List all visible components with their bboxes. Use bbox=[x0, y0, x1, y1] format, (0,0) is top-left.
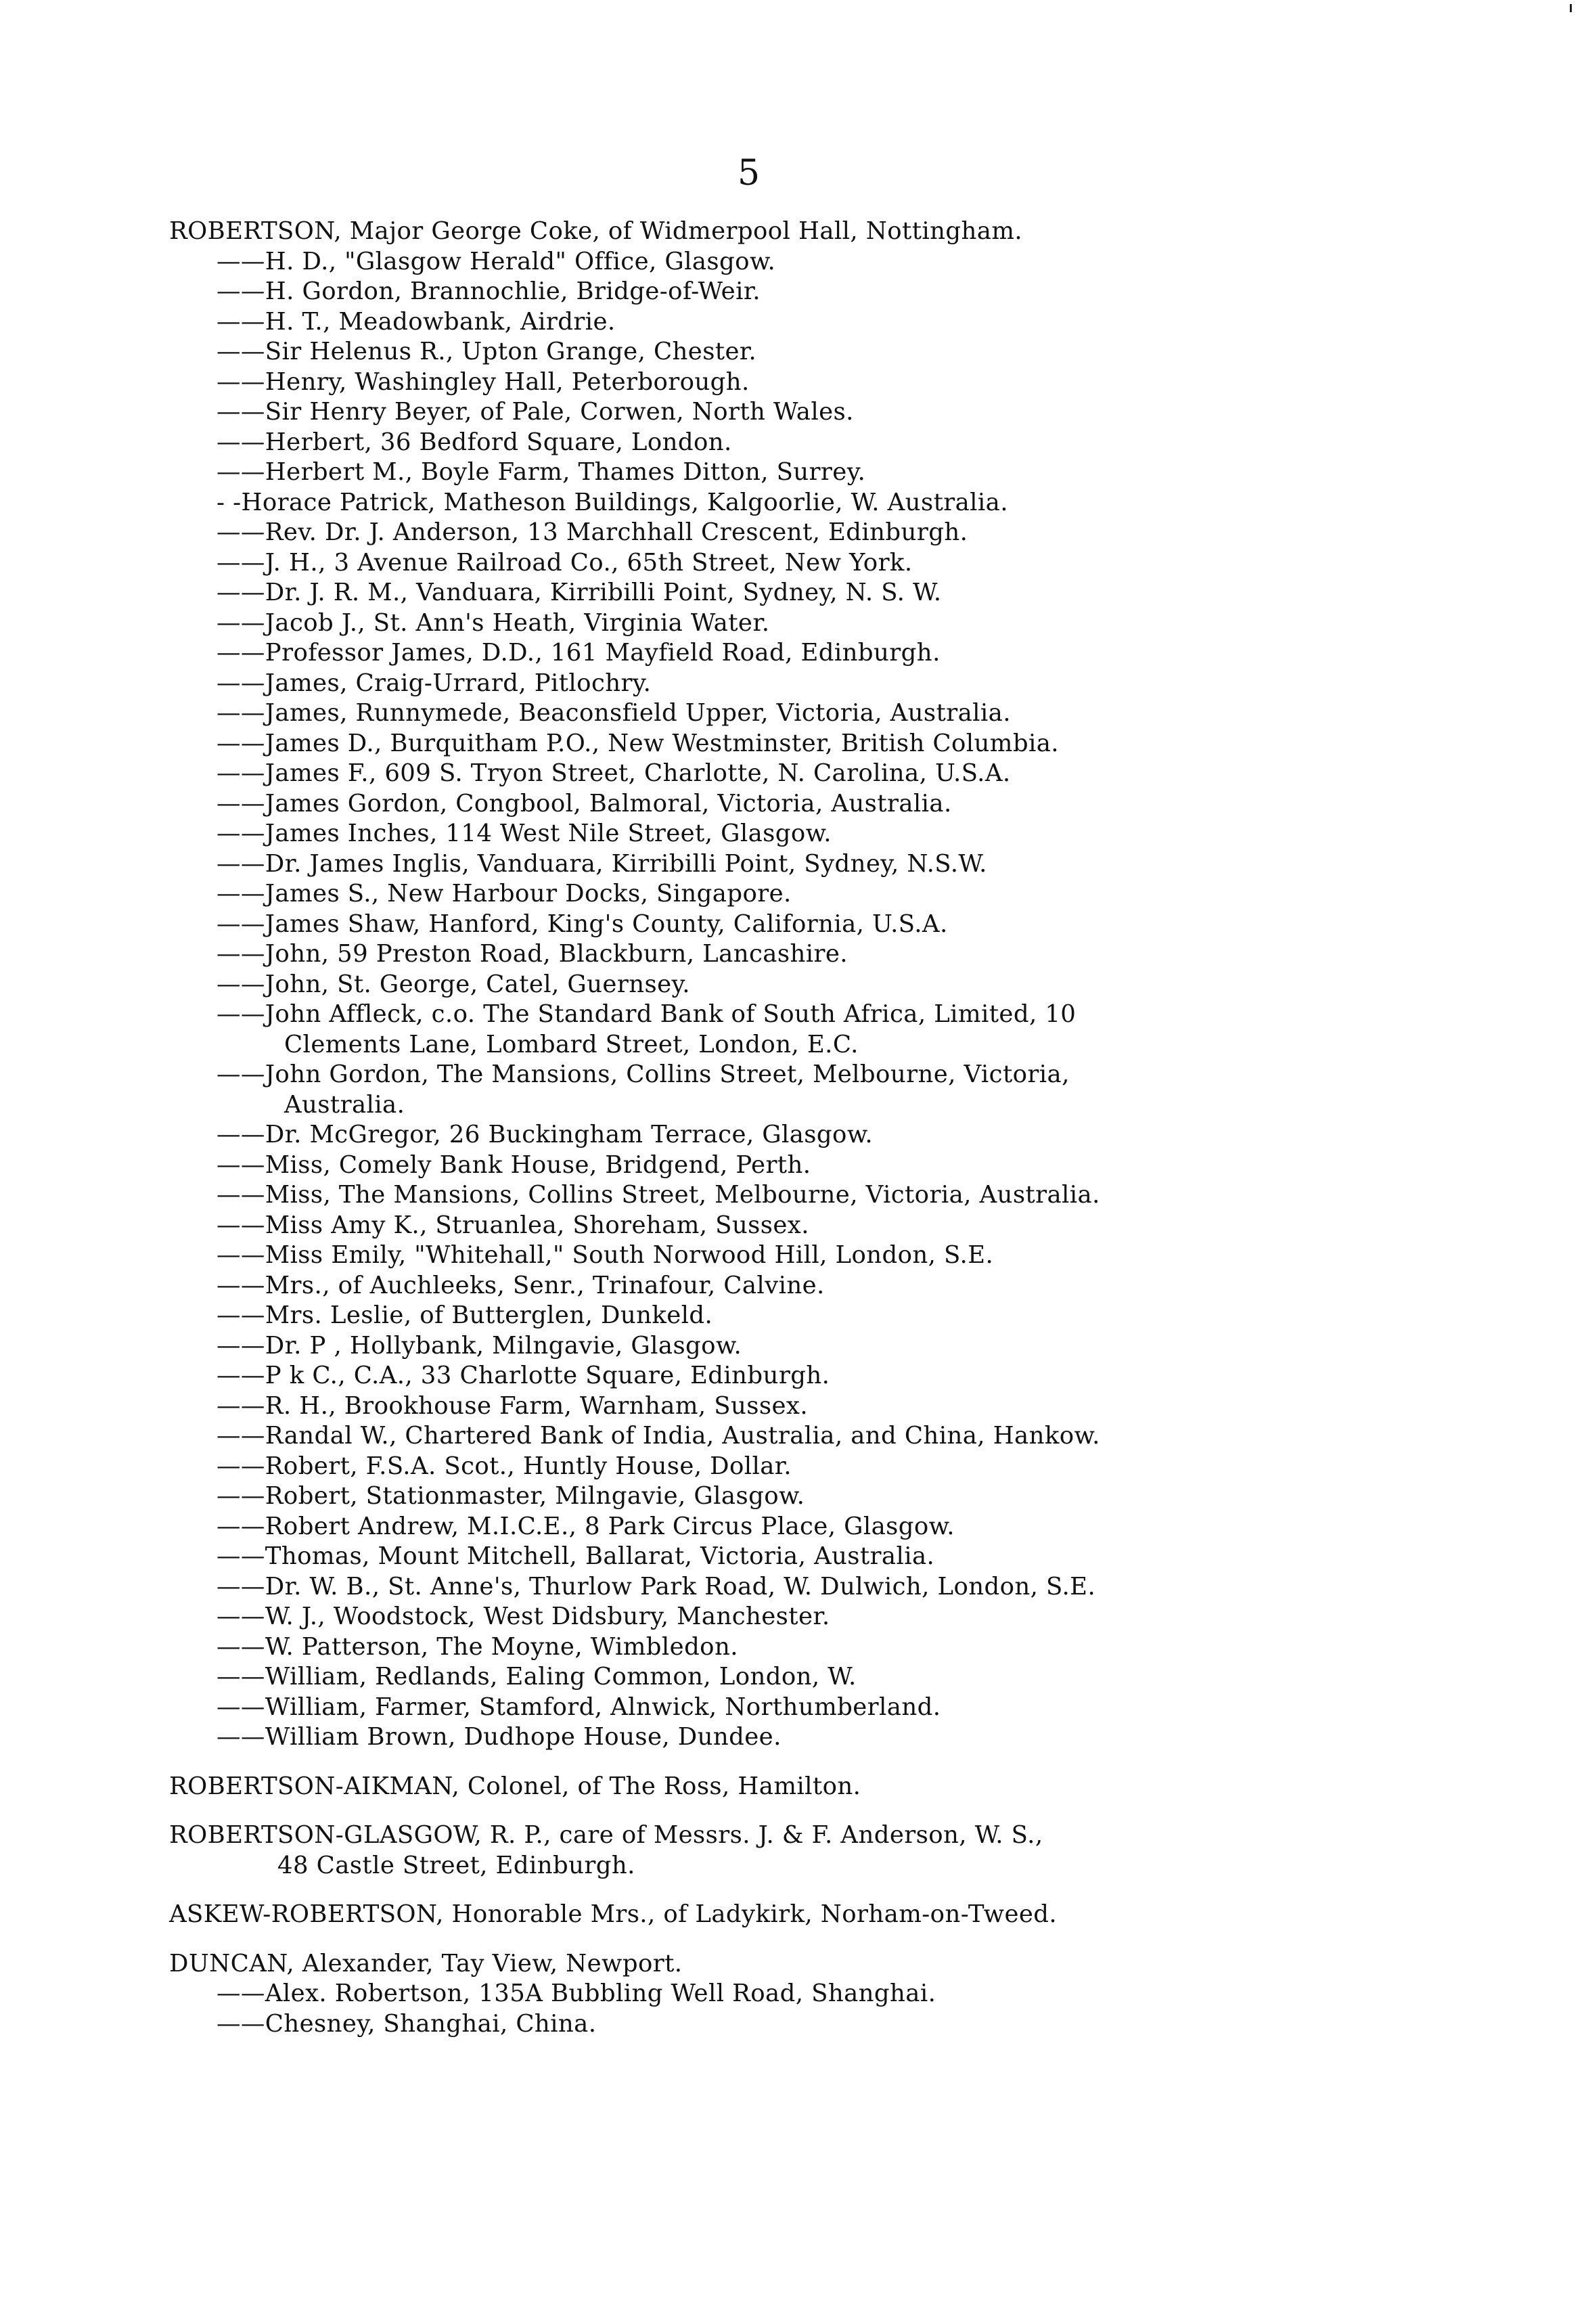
surname-heading: DUNCAN, Alexander, Tay View, Newport. bbox=[169, 1949, 683, 1977]
directory-entry: ——John, 59 Preston Road, Blackburn, Lancashire. bbox=[217, 940, 848, 968]
directory-entry: ——James Inches, 114 West Nile Street, Glasgow. bbox=[217, 820, 832, 847]
directory-entry: ——W. Patterson, The Moyne, Wimbledon. bbox=[217, 1632, 738, 1661]
directory-entry: ——James, Craig-Urrard, Pitlochry. bbox=[217, 669, 652, 697]
directory-entry: ——Alex. Robertson, 135A Bubbling Well Road, Shanghai. bbox=[217, 1980, 936, 2007]
entry-continuation: Clements Lane, Lombard Street, London, E.C. bbox=[284, 1030, 859, 1058]
directory-entry: ——Miss Emily, "Whitehall," South Norwood Hill, London, S.E. bbox=[217, 1241, 994, 1269]
directory-entry: ——Henry, Washingley Hall, Peterborough. bbox=[217, 367, 750, 396]
directory-entry: ——Sir Henry Beyer, of Pale, Corwen, North Wales. bbox=[217, 398, 854, 426]
directory-entry: ——James F., 609 S. Tryon Street, Charlotte, N. Carolina, U.S.A. bbox=[217, 759, 1011, 787]
directory-entry: ——Randal W., Chartered Bank of India, Australia, and China, Hankow. bbox=[217, 1422, 1100, 1450]
directory-entry: ——Dr. W. B., St. Anne's, Thurlow Park Road, W. Dulwich, London, S.E. bbox=[217, 1572, 1096, 1601]
group-spacer bbox=[169, 1881, 1347, 1900]
directory-entry: ——Professor James, D.D., 161 Mayfield Road, Edinburgh. bbox=[217, 639, 941, 667]
directory-entry: ——P k C., C.A., 33 Charlotte Square, Edinburgh. bbox=[217, 1362, 830, 1389]
directory-entry: ——James Gordon, Congbool, Balmoral, Victoria, Australia. bbox=[217, 789, 952, 818]
surname-heading: ROBERTSON-AIKMAN, Colonel, of The Ross, Hamilton. bbox=[169, 1772, 861, 1800]
directory-entry: ——J. H., 3 Avenue Railroad Co., 65th Street, New York. bbox=[217, 548, 913, 577]
scan-mark bbox=[1570, 4, 1572, 12]
directory-entry: ——Jacob J., St. Ann's Heath, Virginia Water. bbox=[217, 608, 770, 637]
directory-entry: - -Horace Patrick, Matheson Buildings, Kalgoorlie, W. Australia. bbox=[217, 488, 1008, 516]
directory-entry: ——James, Runnymede, Beaconsfield Upper, Victoria, Australia. bbox=[217, 699, 1011, 727]
directory-entry: ——William, Redlands, Ealing Common, London, W. bbox=[217, 1663, 857, 1691]
directory-entry bbox=[169, 1000, 1347, 1060]
directory-entry: ——Dr. James Inglis, Vanduara, Kirribilli Point, Sydney, N.S.W. bbox=[217, 849, 987, 878]
entry-line: ——John Affleck, c.o. The Standard Bank of South Africa, Limited, 10 bbox=[217, 1000, 1077, 1028]
entry-line: ——John Gordon, The Mansions, Collins Street, Melbourne, Victoria, bbox=[217, 1060, 1070, 1088]
directory-entry: ——Thomas, Mount Mitchell, Ballarat, Victoria, Australia. bbox=[217, 1542, 935, 1570]
directory-entry: ——Miss, The Mansions, Collins Street, Melbourne, Victoria, Australia. bbox=[217, 1181, 1100, 1209]
directory-entry: ——Robert Andrew, M.I.C.E., 8 Park Circus Place, Glasgow. bbox=[217, 1512, 955, 1540]
directory-entry: ——James D., Burquitham P.O., New Westminster, British Columbia. bbox=[217, 729, 1059, 757]
directory-entry: ——Herbert M., Boyle Farm, Thames Ditton, Surrey. bbox=[217, 458, 866, 486]
directory-entry: ——Rev. Dr. J. Anderson, 13 Marchhall Crescent, Edinburgh. bbox=[217, 518, 968, 546]
directory-entry: ——John, St. George, Catel, Guernsey. bbox=[217, 970, 690, 998]
group-spacer bbox=[169, 1802, 1347, 1820]
directory-entry: ——H. Gordon, Brannochlie, Bridge-of-Weir. bbox=[217, 277, 761, 305]
directory-entry: ——W. J., Woodstock, West Didsbury, Manchester. bbox=[217, 1603, 830, 1630]
directory-entry: ——Mrs. Leslie, of Butterglen, Dunkeld. bbox=[217, 1301, 713, 1329]
surname-heading: ASKEW-ROBERTSON, Honorable Mrs., of Ladykirk, Norham-on-Tweed. bbox=[169, 1900, 1058, 1928]
directory-entry: ——Robert, F.S.A. Scot., Huntly House, Dollar. bbox=[217, 1452, 792, 1480]
directory-entry: ——Mrs., of Auchleeks, Senr., Trinafour, Calvine. bbox=[217, 1271, 825, 1299]
directory-entry: ——William Brown, Dudhope House, Dundee. bbox=[217, 1723, 782, 1751]
surname-heading: ROBERTSON, Major George Coke, of Widmerpool Hall, Nottingham. bbox=[169, 217, 1023, 245]
surname-heading bbox=[169, 1820, 1347, 1881]
directory-entry: ——James S., New Harbour Docks, Singapore. bbox=[217, 880, 792, 908]
directory-entry bbox=[169, 1060, 1347, 1120]
directory-entry: ——R. H., Brookhouse Farm, Warnham, Sussex. bbox=[217, 1391, 809, 1420]
directory-entry: ——H. T., Meadowbank, Airdrie. bbox=[217, 307, 616, 336]
directory-entry: ——Robert, Stationmaster, Milngavie, Glasgow. bbox=[217, 1482, 805, 1510]
group-spacer bbox=[169, 1753, 1347, 1772]
entry-line: ROBERTSON-GLASGOW, R. P., care of Messrs. J. & F. Anderson, W. S., bbox=[169, 1821, 1043, 1849]
directory-entry: ——Herbert, 36 Bedford Square, London. bbox=[217, 428, 732, 456]
directory-entry: ——Dr. P , Hollybank, Milngavie, Glasgow. bbox=[217, 1331, 742, 1360]
directory-entry: ——H. D., "Glasgow Herald" Office, Glasgow. bbox=[217, 247, 776, 275]
entry-continuation: 48 Castle Street, Edinburgh. bbox=[277, 1851, 635, 1879]
directory-listing bbox=[169, 217, 1347, 2039]
directory-entry: ——Sir Helenus R., Upton Grange, Chester. bbox=[217, 338, 757, 365]
group-spacer bbox=[169, 1930, 1347, 1949]
directory-entry: ——Chesney, Shanghai, China. bbox=[217, 2009, 597, 2038]
directory-entry: ——Miss, Comely Bank House, Bridgend, Perth. bbox=[217, 1150, 811, 1179]
page-number: 5 bbox=[738, 153, 761, 194]
entry-continuation: Australia. bbox=[284, 1090, 405, 1119]
directory-entry: ——Dr. McGregor, 26 Buckingham Terrace, Glasgow. bbox=[217, 1121, 874, 1148]
directory-entry: ——William, Farmer, Stamford, Alnwick, Northumberland. bbox=[217, 1693, 941, 1721]
directory-entry: ——Miss Amy K., Struanlea, Shoreham, Sussex. bbox=[217, 1211, 809, 1239]
directory-entry: ——James Shaw, Hanford, King's County, California, U.S.A. bbox=[217, 910, 948, 938]
directory-entry: ——Dr. J. R. M., Vanduara, Kirribilli Point, Sydney, N. S. W. bbox=[217, 579, 942, 606]
